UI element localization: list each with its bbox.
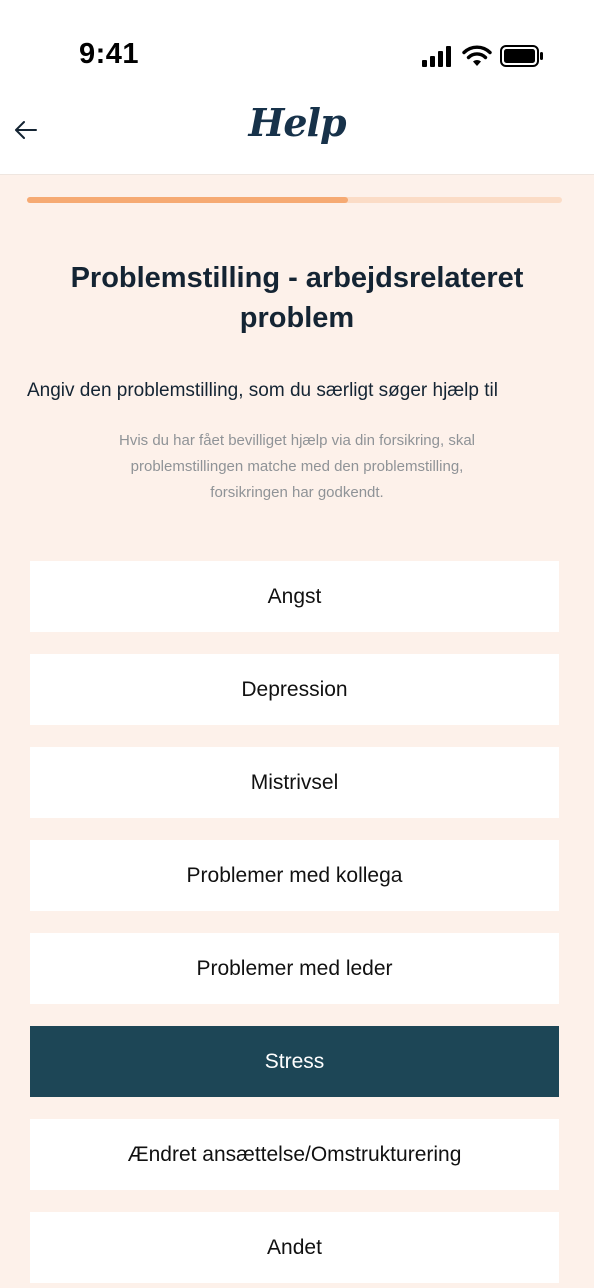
status-time: 9:41 [79,38,140,70]
brand-logo: Help [248,100,346,145]
option-mistrivsel[interactable]: Mistrivsel [30,747,559,818]
option-andet[interactable]: Andet [30,1212,559,1283]
option-problemer-med-leder[interactable]: Problemer med leder [30,933,559,1004]
option-angst[interactable]: Angst [30,561,559,632]
progress-fill [27,197,348,203]
signal-icon [422,45,454,67]
option-stress[interactable]: Stress [30,1026,559,1097]
option-problemer-med-kollega[interactable]: Problemer med kollega [30,840,559,911]
status-icons [422,42,544,70]
option-aendret-ansaettelse[interactable]: Ændret ansættelse/Omstrukturering [30,1119,559,1190]
app-header [0,0,594,175]
wifi-icon [462,45,492,67]
option-depression[interactable]: Depression [30,654,559,725]
option-list [30,561,559,1288]
progress-bar [27,197,562,203]
page-title: Problemstilling - arbejdsrelateret problem [70,262,524,334]
battery-icon [500,45,544,67]
page-subtitle: Angiv den problemstilling, som du særligt søger hjælp til [27,380,498,401]
insurance-hint: Hvis du har fået bevilliget hjælp via din forsikring, skal problemstillingen matche med den problemstilling, forsikringen har godkendt. [119,432,475,501]
